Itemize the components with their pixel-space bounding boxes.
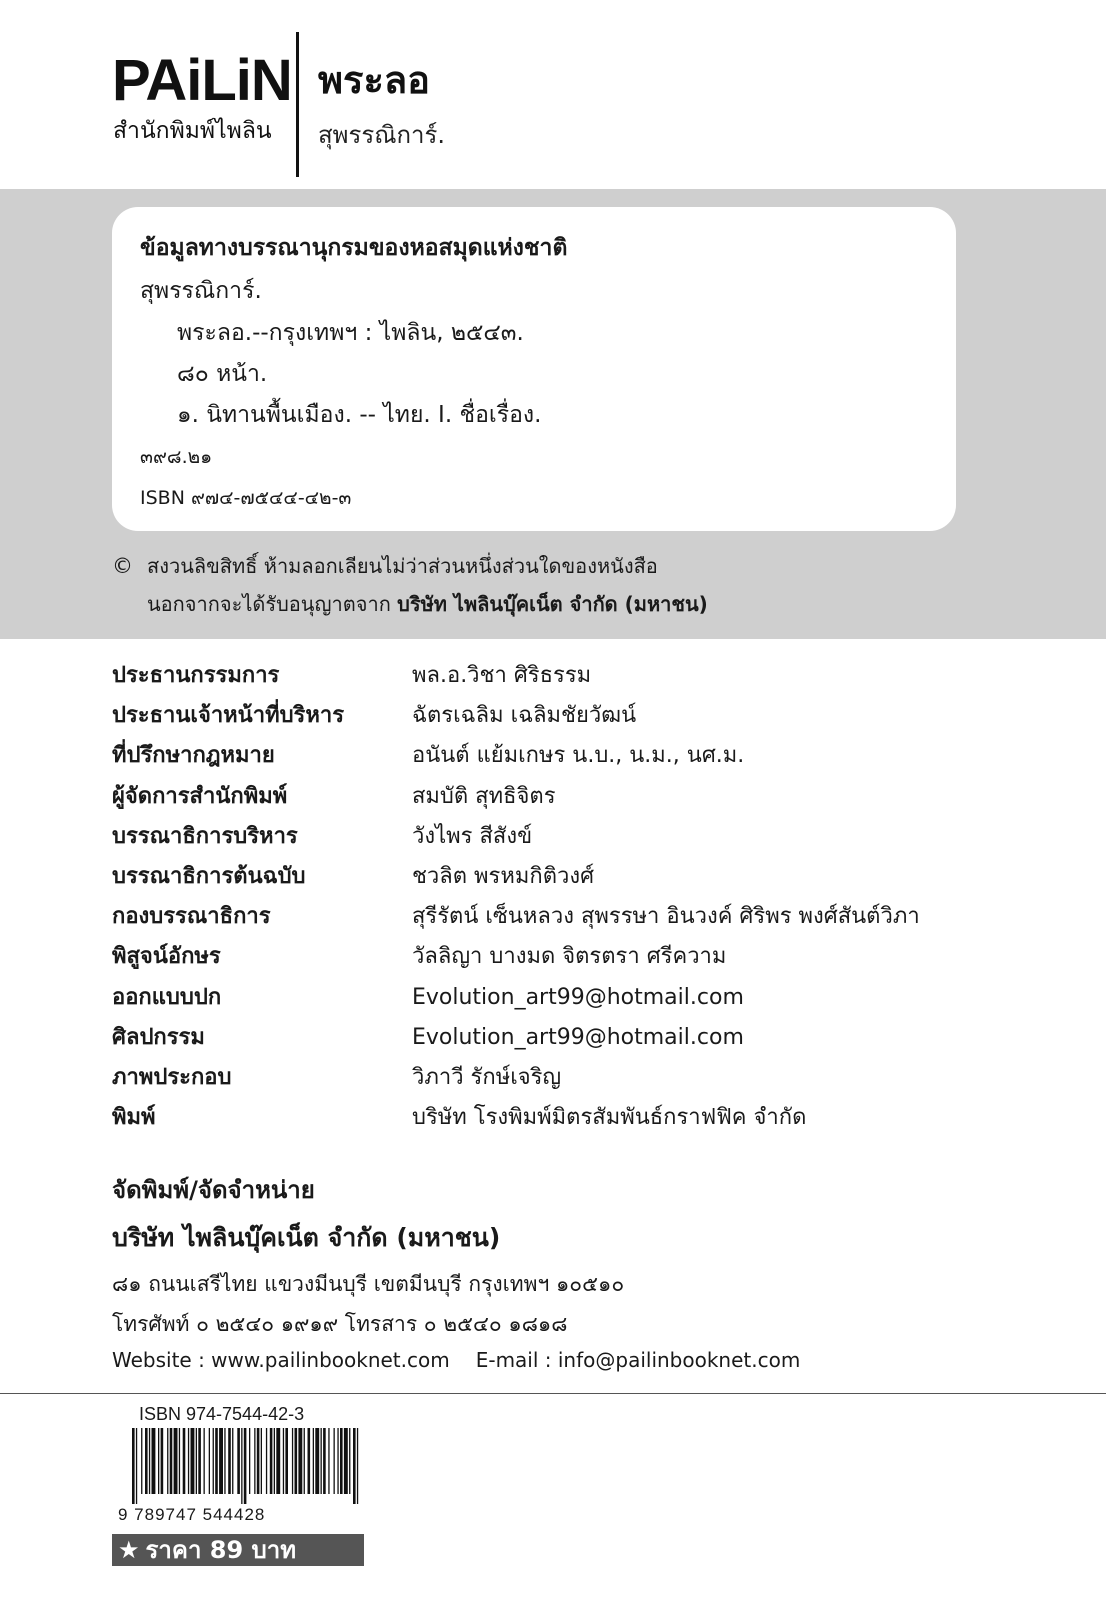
book-author: สุพรรณิการ์. bbox=[318, 121, 446, 149]
barcode-bar bbox=[270, 1428, 273, 1494]
staff-role: ภาพประกอบ bbox=[112, 1064, 232, 1090]
staff-role: พิสูจน์อักษร bbox=[112, 944, 221, 970]
publisher-name: สำนักพิมพ์ไพลิน bbox=[113, 118, 272, 144]
barcode-bar bbox=[196, 1428, 197, 1494]
barcode-bar bbox=[340, 1428, 343, 1494]
distribution-label: จัดพิมพ์/จัดจำหน่าย bbox=[112, 1176, 315, 1204]
barcode-bar bbox=[304, 1428, 305, 1494]
staff-row bbox=[112, 784, 1092, 824]
barcode-bar bbox=[152, 1428, 156, 1494]
distribution-contact bbox=[112, 1348, 800, 1372]
footer-divider bbox=[0, 1393, 1106, 1394]
barcode-bar bbox=[232, 1428, 233, 1494]
barcode-bar bbox=[198, 1428, 201, 1494]
cip-isbn: ISBN ๙๗๔-๗๕๔๔-๔๒-๓ bbox=[140, 487, 352, 509]
header-divider bbox=[296, 32, 299, 177]
website-link[interactable]: Website : www.pailinbooknet.com bbox=[112, 1348, 450, 1372]
distribution-phone: โทรศัพท์ ๐ ๒๕๔๐ ๑๙๑๙ โทรสาร ๐ ๒๕๔๐ ๑๘๑๘ bbox=[112, 1312, 568, 1336]
cip-pages: ๘๐ หน้า. bbox=[177, 361, 268, 387]
barcode-bar bbox=[209, 1428, 210, 1494]
staff-role: กองบรรณาธิการ bbox=[112, 904, 271, 930]
copyright-prefix: นอกจากจะได้รับอนุญาตจาก bbox=[147, 592, 398, 616]
publisher-logo: PAiLiN bbox=[112, 48, 292, 113]
barcode-bar bbox=[158, 1428, 159, 1494]
barcode-bar bbox=[328, 1428, 329, 1494]
barcode-bar bbox=[254, 1428, 255, 1494]
staff-row bbox=[112, 1065, 1092, 1105]
barcode-bar bbox=[321, 1428, 322, 1494]
barcode-bar bbox=[136, 1428, 137, 1504]
barcode-isbn-label: ISBN 974-7544-42-3 bbox=[139, 1404, 305, 1424]
cip-title: ข้อมูลทางบรรณานุกรมของหอสมุดแห่งชาติ bbox=[140, 235, 568, 261]
staff-row bbox=[112, 944, 1092, 984]
barcode-bar bbox=[323, 1428, 326, 1494]
barcode-bar bbox=[183, 1428, 186, 1494]
cip-subject: ๑. นิทานพื้นเมือง. -- ไทย. I. ชื่อเรื่อง. bbox=[177, 402, 542, 428]
staff-row bbox=[112, 985, 1092, 1025]
barcode-bar bbox=[188, 1428, 189, 1494]
staff-row bbox=[112, 1025, 1092, 1065]
staff-row bbox=[112, 904, 1092, 944]
barcode-bar bbox=[276, 1428, 280, 1494]
barcode-bar bbox=[349, 1428, 350, 1494]
barcode-bar bbox=[266, 1428, 267, 1494]
cip-publication: พระลอ.--กรุงเทพฯ : ไพลิน, ๒๕๔๓. bbox=[177, 320, 524, 346]
staff-row bbox=[112, 703, 1092, 743]
staff-name: วังไพร สีสังข์ bbox=[412, 823, 533, 849]
barcode-bar bbox=[213, 1428, 214, 1494]
barcode-bar bbox=[344, 1428, 348, 1494]
barcode-bar bbox=[241, 1428, 242, 1504]
barcode-bar bbox=[141, 1428, 142, 1494]
barcode-bar bbox=[313, 1428, 314, 1494]
barcode-bar bbox=[249, 1428, 250, 1494]
barcode-bar bbox=[257, 1428, 260, 1494]
staff-email[interactable]: Evolution_art99@hotmail.com bbox=[412, 984, 744, 1010]
barcode-bar bbox=[295, 1428, 298, 1494]
staff-list bbox=[112, 663, 1092, 1145]
barcode-bar bbox=[219, 1428, 223, 1494]
barcode-bar bbox=[204, 1428, 205, 1494]
staff-name: วิภาวี รักษ์เจริญ bbox=[412, 1064, 562, 1090]
email-link[interactable]: E-mail : info@pailinbooknet.com bbox=[475, 1348, 801, 1372]
staff-name: อนันต์ แย้มเกษร น.บ., น.ม., นศ.ม. bbox=[412, 743, 745, 769]
barcode-bar bbox=[237, 1428, 240, 1494]
cip-classification: ๓๙๘.๒๑ bbox=[140, 446, 213, 468]
staff-row bbox=[112, 1105, 1092, 1145]
staff-name: พล.อ.วิชา ศิริธรรม bbox=[412, 663, 592, 688]
staff-role: ผู้จัดการสำนักพิมพ์ bbox=[112, 783, 288, 809]
barcode-bar bbox=[174, 1428, 178, 1494]
staff-name: สมบัติ สุทธิจิตร bbox=[412, 783, 556, 809]
barcode-bar bbox=[167, 1428, 168, 1494]
distribution-company: บริษัท ไพลินบุ๊คเน็ต จำกัด (มหาชน) bbox=[112, 1223, 501, 1252]
barcode-digits: 9 789747 544428 bbox=[118, 1505, 266, 1524]
copyright-icon: © bbox=[112, 554, 133, 578]
staff-name: ชวลิต พรหมกิติวงศ์ bbox=[412, 863, 595, 889]
staff-row bbox=[112, 743, 1092, 783]
barcode bbox=[130, 1428, 362, 1504]
barcode-bar bbox=[353, 1428, 356, 1504]
barcode-bar bbox=[170, 1428, 173, 1494]
price-text: ราคา 89 บาท bbox=[145, 1536, 297, 1564]
copyright-company: บริษัท ไพลินบุ๊คเน็ต จำกัด (มหาชน) bbox=[397, 592, 708, 616]
barcode-bar bbox=[357, 1428, 358, 1504]
copyright-notice-line2 bbox=[147, 592, 708, 616]
barcode-bar bbox=[298, 1428, 302, 1494]
staff-row bbox=[112, 864, 1092, 904]
barcode-bar bbox=[315, 1428, 319, 1494]
staff-row bbox=[112, 824, 1092, 864]
barcode-bar bbox=[161, 1428, 164, 1494]
staff-role: ที่ปรึกษากฎหมาย bbox=[112, 743, 275, 769]
staff-role: บรรณาธิการต้นฉบับ bbox=[112, 863, 306, 889]
staff-name: วัลลิญา บางมด จิตรตรา ศรีความ bbox=[412, 944, 727, 970]
barcode-bar bbox=[215, 1428, 218, 1494]
barcode-bar bbox=[283, 1428, 284, 1494]
distribution-address: ๘๑ ถนนเสรีไทย แขวงมีนบุรี เขตมีนบุรี กรุงเทพฯ ๑๐๕๑๐ bbox=[112, 1272, 625, 1296]
barcode-bar bbox=[132, 1428, 135, 1504]
star-icon: ★ bbox=[118, 1536, 140, 1564]
price-badge bbox=[112, 1534, 364, 1566]
barcode-bar bbox=[244, 1428, 247, 1504]
barcode-bar bbox=[292, 1428, 293, 1494]
staff-role: ศิลปกรรม bbox=[112, 1024, 205, 1050]
staff-name: สุรีรัตน์ เซ็นหลวง สุพรรษา อินวงค์ ศิริพร พงศ์สันต์วิภา bbox=[412, 904, 920, 930]
barcode-bar bbox=[274, 1428, 275, 1494]
copyright-notice-line1: สงวนลิขสิทธิ์ ห้ามลอกเลียนไม่ว่าส่วนหนึ่งส่วนใดของหนังสือ bbox=[147, 554, 658, 578]
barcode-bar bbox=[179, 1428, 180, 1494]
staff-email[interactable]: Evolution_art99@hotmail.com bbox=[412, 1024, 744, 1050]
staff-role: พิมพ์ bbox=[112, 1105, 156, 1131]
staff-name: ฉัตรเฉลิม เฉลิมชัยวัฒน์ bbox=[412, 703, 637, 729]
barcode-bar bbox=[334, 1428, 335, 1494]
barcode-bar bbox=[308, 1428, 311, 1494]
barcode-bar bbox=[191, 1428, 195, 1494]
staff-role: ประธานเจ้าหน้าที่บริหาร bbox=[112, 703, 345, 729]
barcode-bar bbox=[337, 1428, 338, 1494]
barcode-bar bbox=[145, 1428, 148, 1494]
book-title: พระลอ bbox=[318, 58, 430, 102]
barcode-bar bbox=[228, 1428, 231, 1494]
barcode-bar bbox=[285, 1428, 288, 1494]
staff-row bbox=[112, 663, 1092, 703]
barcode-bar bbox=[224, 1428, 225, 1494]
barcode-bar bbox=[149, 1428, 150, 1494]
staff-role: ประธานกรรมการ bbox=[112, 663, 280, 688]
cip-author: สุพรรณิการ์. bbox=[140, 278, 262, 304]
staff-role: ออกแบบปก bbox=[112, 984, 222, 1010]
staff-role: บรรณาธิการบริหาร bbox=[112, 823, 298, 849]
staff-name: บริษัท โรงพิมพ์มิตรสัมพันธ์กราฟฟิค จำกัด bbox=[412, 1105, 807, 1131]
barcode-bar bbox=[261, 1428, 262, 1494]
